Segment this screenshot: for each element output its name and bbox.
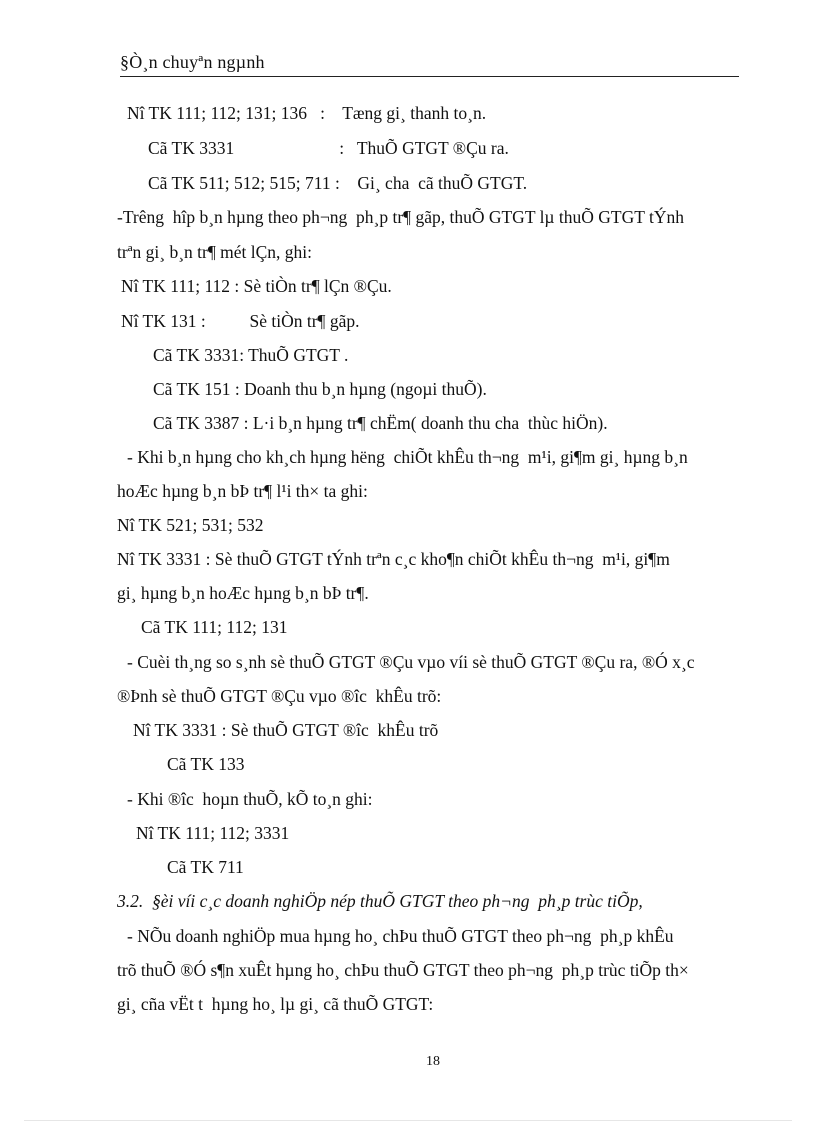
page-bottom-rule: [24, 1120, 792, 1121]
paragraph-line: - Khi ®îc hoµn thuÕ, kÕ to¸n ghi:: [127, 789, 373, 809]
paragraph-line: - Cuèi th¸ng so s¸nh sè thuÕ GTGT ®Çu vµo víi sè thuÕ GTGT ®Çu ra, ®Ó x¸c: [127, 652, 695, 672]
paragraph-line: gi¸ hµng b¸n hoÆc hµng b¸n bÞ tr¶.: [117, 583, 369, 603]
entry-credit-line: Cã TK 3331 : ThuÕ GTGT ®Çu ra.: [148, 138, 509, 158]
paragraph-line: - Khi b¸n hµng cho kh¸ch hµng hëng chiÕt khÊu th¬ng m¹i, gi¶m gi¸ hµng b¸n: [127, 447, 688, 467]
entry-credit-line: Cã TK 111; 112; 131: [141, 617, 288, 637]
page-number: 18: [426, 1054, 440, 1069]
paragraph-line: -Trêng hîp b¸n hµng theo ph¬ng ph¸p tr¶ gãp, thuÕ GTGT lµ thuÕ GTGT tÝnh: [117, 207, 684, 227]
entry-credit-line: Cã TK 511; 512; 515; 711 : Gi¸ cha cã thuÕ GTGT.: [148, 173, 528, 193]
entry-debit-line: Nî TK 111; 112 : Sè tiÒn tr¶ lÇn ®Çu.: [121, 276, 392, 296]
paragraph-line: gi¸ cña vËt t hµng ho¸ lµ gi¸ cã thuÕ GTGT:: [117, 994, 434, 1014]
entry-debit-line: Nî TK 3331 : Sè thuÕ GTGT ®îc khÊu trõ: [133, 720, 439, 740]
entry-debit-line: Nî TK 521; 531; 532: [117, 515, 264, 535]
entry-debit-line: Nî TK 3331 : Sè thuÕ GTGT tÝnh trªn c¸c kho¶n chiÕt khÊu th¬ng m¹i, gi¶m: [117, 549, 670, 569]
entry-credit-line: Cã TK 3331: ThuÕ GTGT .: [153, 345, 349, 365]
paragraph-line: trªn gi¸ b¸n tr¶ mét lÇn, ghi:: [117, 242, 313, 262]
entry-credit-line: Cã TK 711: [167, 857, 244, 877]
entry-credit-line: Cã TK 151 : Doanh thu b¸n hµng (ngoµi thuÕ).: [153, 379, 487, 399]
header-divider: [120, 76, 739, 77]
section-heading: 3.2. §èi víi c¸c doanh nghiÖp nép thuÕ GTGT theo ph¬ng ph¸p trùc tiÕp,: [117, 891, 643, 911]
paragraph-line: ®Þnh sè thuÕ GTGT ®Çu vµo ®îc khÊu trõ:: [117, 686, 442, 706]
entry-debit-line: Nî TK 111; 112; 3331: [136, 823, 290, 843]
entry-debit-line: Nî TK 131 : Sè tiÒn tr¶ gãp.: [121, 311, 360, 331]
paragraph-line: trõ thuÕ ®Ó s¶n xuÊt hµng ho¸ chÞu thuÕ GTGT theo ph¬ng ph¸p trùc tiÕp th×: [117, 960, 689, 980]
header-title: §Ò¸n chuyªn ngµnh: [120, 52, 265, 72]
entry-credit-line: Cã TK 133: [167, 754, 245, 774]
entry-debit-line: Nî TK 111; 112; 131; 136 : Tæng gi¸ thanh to¸n.: [127, 103, 487, 123]
paragraph-line: - NÕu doanh nghiÖp mua hµng ho¸ chÞu thuÕ GTGT theo ph¬ng ph¸p khÊu: [127, 926, 674, 946]
paragraph-line: hoÆc hµng b¸n bÞ tr¶ l¹i th× ta ghi:: [117, 481, 368, 501]
entry-credit-line: Cã TK 3387 : L·i b¸n hµng tr¶ chËm( doanh thu cha thùc hiÖn).: [153, 413, 608, 433]
